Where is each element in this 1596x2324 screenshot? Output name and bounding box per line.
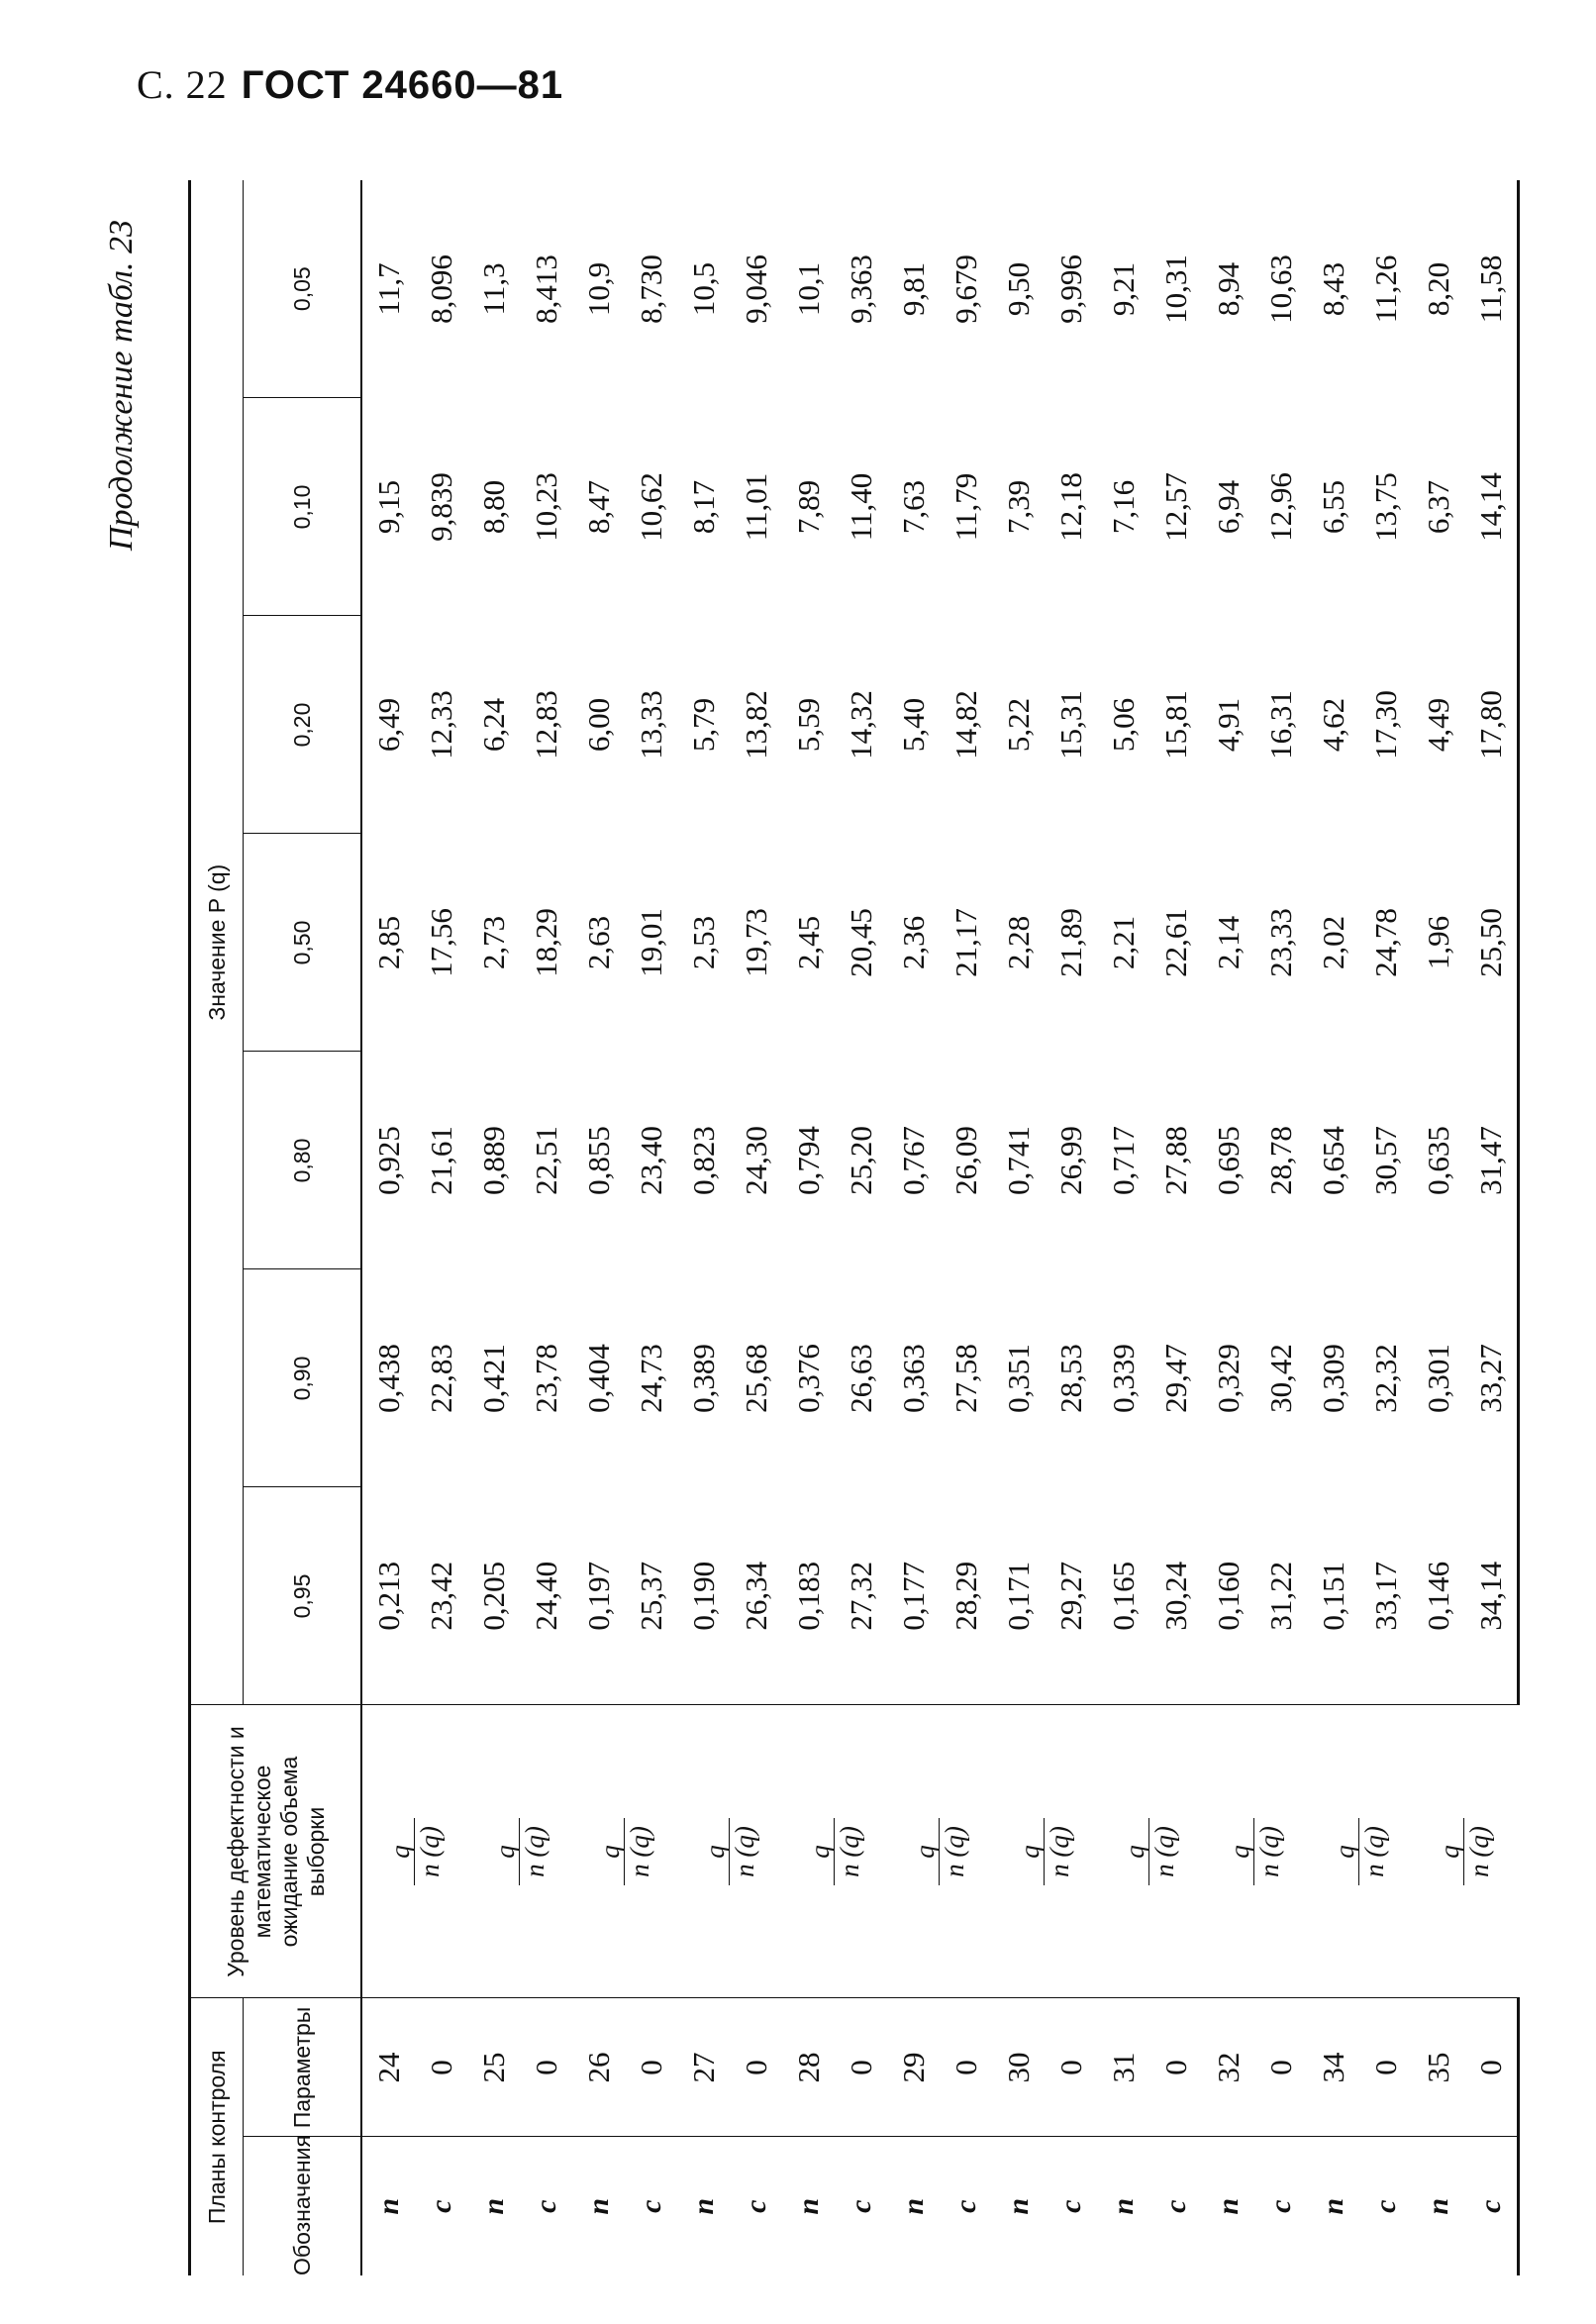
value-cell: 29,47 xyxy=(1157,1344,1193,1413)
value-cell: 33,27 xyxy=(1464,1269,1519,1487)
table-row xyxy=(992,180,1045,2275)
value-cell: 25,20 xyxy=(843,1126,878,1195)
value-cell: 2,45 xyxy=(790,915,826,970)
value-cell: 0,889 xyxy=(475,1126,511,1195)
value-cell: 5,40 xyxy=(895,697,931,753)
table-row xyxy=(1412,180,1464,2275)
fraction-denominator: n (q) xyxy=(624,1818,653,1885)
table-row xyxy=(467,180,520,2275)
level-fraction-cell xyxy=(1412,1705,1519,1998)
value-cell: 10,63 xyxy=(1262,254,1298,324)
value-cell: 0,823 xyxy=(685,1126,721,1195)
q-over-n-fraction xyxy=(699,1818,759,1885)
value-cell: 27,58 xyxy=(948,1344,983,1413)
value-cell: 12,96 xyxy=(1262,472,1298,542)
value-cell: 28,78 xyxy=(1262,1126,1298,1195)
parameter-cell: 29 xyxy=(887,1998,940,2137)
page-header xyxy=(137,61,563,108)
designation-cell: c xyxy=(625,2137,677,2275)
value-cell: 6,55 xyxy=(1315,479,1350,535)
value-cell: 23,40 xyxy=(633,1126,668,1195)
q-over-n-fraction xyxy=(804,1818,864,1885)
designation-cell: n xyxy=(572,2137,625,2275)
value-cell: 0,329 xyxy=(1210,1344,1246,1413)
value-cell: 19,73 xyxy=(738,908,773,977)
value-cell: 26,63 xyxy=(843,1344,878,1413)
value-cell: 15,81 xyxy=(1157,690,1193,759)
value-cell: 24,78 xyxy=(1367,908,1403,977)
col-designation: Обозначения xyxy=(244,2137,362,2275)
q-over-n-fraction xyxy=(1224,1818,1284,1885)
value-cell: 0,421 xyxy=(475,1344,511,1413)
designation-cell: c xyxy=(1045,2137,1097,2275)
value-cell: 4,91 xyxy=(1210,697,1246,753)
value-cell: 0,165 xyxy=(1105,1561,1141,1631)
standard-code: ГОСТ 24660—81 xyxy=(241,63,564,107)
parameter-cell: 0 xyxy=(1464,1998,1519,2137)
value-cell: 14,32 xyxy=(843,690,878,759)
value-cell: 0,855 xyxy=(580,1126,616,1195)
value-cell: 15,31 xyxy=(1052,690,1088,759)
value-cell: 8,80 xyxy=(475,479,511,535)
designation-cell: n xyxy=(992,2137,1045,2275)
value-cell: 11,3 xyxy=(475,262,511,316)
fraction-numerator: q xyxy=(699,1845,730,1859)
fraction-numerator: q xyxy=(804,1845,835,1859)
value-cell: 25,50 xyxy=(1464,834,1519,1052)
value-cell: 2,53 xyxy=(685,915,721,970)
value-cell: 11,58 xyxy=(1464,180,1519,398)
value-cell: 8,94 xyxy=(1210,261,1246,317)
fraction-denominator: n (q) xyxy=(1148,1818,1178,1885)
designation-cell: c xyxy=(730,2137,782,2275)
level-fraction-cell xyxy=(1097,1705,1202,1998)
value-cell: 12,83 xyxy=(528,690,563,759)
designation-cell: c xyxy=(1254,2137,1307,2275)
fraction-numerator: q xyxy=(594,1845,625,1859)
value-cell: 6,24 xyxy=(475,697,511,753)
value-cell: 2,85 xyxy=(370,915,406,970)
value-cell: 9,679 xyxy=(948,254,983,324)
fraction-numerator: q xyxy=(1329,1845,1359,1859)
fraction-denominator: n (q) xyxy=(1253,1818,1283,1885)
value-cell: 18,29 xyxy=(528,908,563,977)
value-cell: 29,27 xyxy=(1052,1561,1088,1631)
q-over-n-fraction xyxy=(1437,1818,1493,1885)
level-fraction-cell xyxy=(782,1705,887,1998)
value-cell: 16,31 xyxy=(1262,690,1298,759)
value-cell: 28,53 xyxy=(1052,1344,1088,1413)
value-cell: 8,17 xyxy=(685,479,721,535)
value-cell: 7,39 xyxy=(1000,479,1036,535)
col-parameters: Параметры xyxy=(244,1998,362,2137)
value-cell: 21,89 xyxy=(1052,908,1088,977)
col-p-value: 0,50 xyxy=(244,834,362,1052)
value-cell: 9,50 xyxy=(1000,261,1036,317)
value-cell: 26,09 xyxy=(948,1126,983,1195)
fraction-numerator: q xyxy=(1435,1845,1465,1859)
value-cell: 5,06 xyxy=(1105,697,1141,753)
value-cell: 11,79 xyxy=(948,472,983,542)
table-row xyxy=(782,180,835,2275)
value-cell: 22,51 xyxy=(528,1126,563,1195)
value-cell: 0,171 xyxy=(1000,1561,1036,1631)
rotated-page-content xyxy=(103,180,1508,2275)
designation-cell: c xyxy=(1359,2137,1412,2275)
value-cell: 33,17 xyxy=(1367,1561,1403,1631)
value-cell: 30,57 xyxy=(1367,1126,1403,1195)
value-cell: 0,438 xyxy=(370,1344,406,1413)
table-23 xyxy=(188,180,1520,2275)
value-cell: 2,73 xyxy=(475,915,511,970)
value-cell: 6,37 xyxy=(1420,479,1455,535)
value-cell: 19,01 xyxy=(633,908,668,977)
value-cell: 8,20 xyxy=(1420,261,1455,317)
designation-cell: n xyxy=(1202,2137,1254,2275)
value-cell: 9,363 xyxy=(843,254,878,324)
value-cell: 9,15 xyxy=(370,479,406,535)
q-over-n-fraction xyxy=(384,1818,445,1885)
value-cell: 24,73 xyxy=(633,1344,668,1413)
value-cell: 0,151 xyxy=(1315,1561,1350,1631)
value-cell: 12,18 xyxy=(1052,472,1088,542)
designation-cell: n xyxy=(782,2137,835,2275)
value-cell: 10,9 xyxy=(580,261,616,317)
col-group-value: Значение P (q) xyxy=(190,180,244,1705)
value-cell: 24,40 xyxy=(528,1561,563,1631)
designation-cell: n xyxy=(677,2137,730,2275)
value-cell: 31,47 xyxy=(1464,1052,1519,1269)
designation-cell: n xyxy=(1412,2137,1464,2275)
parameter-cell: 24 xyxy=(361,1998,415,2137)
value-cell: 17,80 xyxy=(1464,616,1519,834)
table-row xyxy=(1202,180,1254,2275)
value-cell: 6,49 xyxy=(370,697,406,753)
parameter-cell: 26 xyxy=(572,1998,625,2137)
value-cell: 27,32 xyxy=(843,1561,878,1631)
value-cell: 21,61 xyxy=(423,1126,458,1195)
value-cell: 22,83 xyxy=(423,1344,458,1413)
value-cell: 8,43 xyxy=(1315,261,1350,317)
value-cell: 0,213 xyxy=(370,1561,406,1631)
q-over-n-fraction xyxy=(489,1818,549,1885)
value-cell: 0,339 xyxy=(1105,1344,1141,1413)
value-cell: 11,01 xyxy=(738,472,773,542)
value-cell: 23,33 xyxy=(1262,908,1298,977)
value-cell: 0,146 xyxy=(1420,1561,1455,1631)
value-cell: 21,17 xyxy=(948,908,983,977)
value-cell: 5,79 xyxy=(685,697,721,753)
value-cell: 12,57 xyxy=(1157,472,1193,542)
value-cell: 17,56 xyxy=(423,908,458,977)
col-p-value: 0,05 xyxy=(288,266,315,312)
value-cell: 14,14 xyxy=(1464,398,1519,616)
value-cell: 26,34 xyxy=(738,1561,773,1631)
value-cell: 2,63 xyxy=(580,915,616,970)
value-cell: 10,62 xyxy=(633,472,668,542)
value-cell: 30,42 xyxy=(1262,1344,1298,1413)
q-over-n-fraction xyxy=(594,1818,654,1885)
fraction-denominator: n (q) xyxy=(1463,1818,1493,1885)
value-cell: 9,21 xyxy=(1105,261,1141,317)
value-cell: 25,37 xyxy=(633,1561,668,1631)
value-cell: 9,046 xyxy=(738,254,773,324)
level-fraction-cell xyxy=(887,1705,992,1998)
level-fraction-cell xyxy=(677,1705,782,1998)
q-over-n-fraction xyxy=(909,1818,969,1885)
value-cell: 0,301 xyxy=(1420,1344,1455,1413)
parameter-cell: 32 xyxy=(1202,1998,1254,2137)
fraction-denominator: n (q) xyxy=(834,1818,863,1885)
value-cell: 2,21 xyxy=(1105,915,1141,970)
value-cell: 12,33 xyxy=(423,690,458,759)
page-number: С. 22 xyxy=(137,62,228,107)
value-cell: 2,28 xyxy=(1000,915,1036,970)
value-cell: 7,89 xyxy=(790,479,826,535)
designation-cell: n xyxy=(1097,2137,1149,2275)
parameter-cell: 25 xyxy=(467,1998,520,2137)
designation-cell: c xyxy=(520,2137,572,2275)
value-cell: 22,61 xyxy=(1157,908,1193,977)
parameter-cell: 0 xyxy=(835,1998,887,2137)
value-cell: 4,49 xyxy=(1420,697,1455,753)
value-cell: 31,22 xyxy=(1262,1561,1298,1631)
designation-cell: n xyxy=(361,2137,415,2275)
parameter-cell: 31 xyxy=(1097,1998,1149,2137)
value-cell: 4,62 xyxy=(1315,697,1350,753)
value-cell: 1,96 xyxy=(1420,915,1455,970)
value-cell: 34,14 xyxy=(1464,1487,1519,1705)
col-p-value: 0,10 xyxy=(244,398,362,616)
value-cell: 27,88 xyxy=(1157,1126,1193,1195)
designation-cell: n xyxy=(1307,2137,1359,2275)
value-cell: 10,1 xyxy=(790,261,826,317)
designation-cell: c xyxy=(1149,2137,1202,2275)
parameter-cell: 35 xyxy=(1412,1998,1464,2137)
value-cell: 0,351 xyxy=(1000,1344,1036,1413)
value-cell: 0,635 xyxy=(1420,1126,1455,1195)
fraction-numerator: q xyxy=(909,1845,940,1859)
value-cell: 32,32 xyxy=(1367,1344,1403,1413)
parameter-cell: 0 xyxy=(625,1998,677,2137)
value-cell: 0,389 xyxy=(685,1344,721,1413)
parameter-cell: 30 xyxy=(992,1998,1045,2137)
value-cell: 11,40 xyxy=(843,472,878,542)
table-row xyxy=(361,180,415,2275)
level-fraction-cell xyxy=(361,1705,467,1998)
value-cell: 10,23 xyxy=(528,472,563,542)
fraction-denominator: n (q) xyxy=(939,1818,968,1885)
fraction-denominator: n (q) xyxy=(519,1818,549,1885)
continuation-label: Продолжение табл. 23 xyxy=(103,220,140,552)
value-cell: 9,81 xyxy=(895,261,931,317)
level-fraction-cell xyxy=(1307,1705,1412,1998)
value-cell: 13,33 xyxy=(633,690,668,759)
value-cell: 0,160 xyxy=(1210,1561,1246,1631)
value-cell: 2,02 xyxy=(1315,915,1350,970)
q-over-n-fraction xyxy=(1014,1818,1074,1885)
col-group-plans: Планы контроля xyxy=(190,1998,244,2275)
table-row xyxy=(1097,180,1149,2275)
fraction-numerator: q xyxy=(1224,1845,1254,1859)
value-cell: 0,794 xyxy=(790,1126,826,1195)
value-cell: 28,29 xyxy=(948,1561,983,1631)
col-level: Уровень дефектности и математическое ожидание объема выборки xyxy=(190,1705,362,1998)
designation-cell: c xyxy=(1464,2137,1519,2275)
designation-cell: c xyxy=(415,2137,467,2275)
table-body xyxy=(361,180,1519,2275)
value-cell: 0,190 xyxy=(685,1561,721,1631)
parameter-cell: 0 xyxy=(730,1998,782,2137)
table-row xyxy=(677,180,730,2275)
value-cell: 26,99 xyxy=(1052,1126,1088,1195)
fraction-denominator: n (q) xyxy=(414,1818,444,1885)
col-p-value: 0,90 xyxy=(244,1269,362,1487)
value-cell: 0,925 xyxy=(370,1126,406,1195)
value-cell: 13,82 xyxy=(738,690,773,759)
parameter-cell: 0 xyxy=(1254,1998,1307,2137)
parameter-cell: 0 xyxy=(940,1998,992,2137)
value-cell: 8,413 xyxy=(528,254,563,324)
designation-cell: n xyxy=(887,2137,940,2275)
value-cell: 8,096 xyxy=(423,254,458,324)
value-cell: 0,741 xyxy=(1000,1126,1036,1195)
value-cell: 7,63 xyxy=(895,479,931,535)
value-cell: 0,177 xyxy=(895,1561,931,1631)
value-cell: 5,59 xyxy=(790,697,826,753)
parameter-cell: 0 xyxy=(415,1998,467,2137)
value-cell: 0,717 xyxy=(1105,1126,1141,1195)
value-cell: 25,68 xyxy=(738,1344,773,1413)
value-cell: 0,695 xyxy=(1210,1126,1246,1195)
value-cell: 7,16 xyxy=(1105,479,1141,535)
designation-cell: n xyxy=(467,2137,520,2275)
value-cell: 0,654 xyxy=(1315,1126,1350,1195)
value-cell: 0,197 xyxy=(580,1561,616,1631)
q-over-n-fraction xyxy=(1329,1818,1389,1885)
q-over-n-fraction xyxy=(1119,1818,1179,1885)
fraction-numerator: q xyxy=(384,1845,415,1859)
value-cell: 11,7 xyxy=(370,262,406,316)
value-cell: 0,376 xyxy=(790,1344,826,1413)
parameter-cell: 0 xyxy=(520,1998,572,2137)
fraction-denominator: n (q) xyxy=(1044,1818,1073,1885)
col-p-value: 0,95 xyxy=(244,1487,362,1705)
value-cell: 0,183 xyxy=(790,1561,826,1631)
designation-cell: c xyxy=(940,2137,992,2275)
col-p-value: 0,20 xyxy=(244,616,362,834)
value-cell: 2,14 xyxy=(1210,915,1246,970)
value-cell: 11,26 xyxy=(1367,254,1403,324)
value-cell: 8,47 xyxy=(580,479,616,535)
parameter-cell: 27 xyxy=(677,1998,730,2137)
value-cell: 23,42 xyxy=(423,1561,458,1631)
value-cell: 10,31 xyxy=(1157,254,1193,324)
value-cell: 9,996 xyxy=(1052,254,1088,324)
table-row xyxy=(887,180,940,2275)
parameter-cell: 28 xyxy=(782,1998,835,2137)
table-row xyxy=(572,180,625,2275)
designation-cell: c xyxy=(835,2137,887,2275)
fraction-denominator: n (q) xyxy=(1358,1818,1388,1885)
value-cell: 24,30 xyxy=(738,1126,773,1195)
value-cell: 10,5 xyxy=(685,261,721,317)
value-cell: 13,75 xyxy=(1367,472,1403,542)
level-fraction-cell xyxy=(992,1705,1097,1998)
value-cell: 5,22 xyxy=(1000,697,1036,753)
value-cell: 0,205 xyxy=(475,1561,511,1631)
fraction-numerator: q xyxy=(1119,1845,1149,1859)
value-cell: 9,839 xyxy=(423,472,458,542)
parameter-cell: 0 xyxy=(1359,1998,1412,2137)
value-cell: 0,404 xyxy=(580,1344,616,1413)
value-cell: 23,78 xyxy=(528,1344,563,1413)
level-fraction-cell xyxy=(572,1705,677,1998)
value-cell: 30,24 xyxy=(1157,1561,1193,1631)
parameter-cell: 34 xyxy=(1307,1998,1359,2137)
value-cell: 17,30 xyxy=(1367,690,1403,759)
value-cell: 8,730 xyxy=(633,254,668,324)
parameter-cell: 0 xyxy=(1149,1998,1202,2137)
value-cell: 0,767 xyxy=(895,1126,931,1195)
level-fraction-cell xyxy=(467,1705,572,1998)
fraction-numerator: q xyxy=(489,1845,520,1859)
value-cell: 14,82 xyxy=(948,690,983,759)
value-cell: 6,94 xyxy=(1210,479,1246,535)
value-cell: 0,363 xyxy=(895,1344,931,1413)
value-cell: 0,309 xyxy=(1315,1344,1350,1413)
fraction-denominator: n (q) xyxy=(729,1818,758,1885)
value-cell: 2,36 xyxy=(895,915,931,970)
value-cell: 20,45 xyxy=(843,908,878,977)
parameter-cell: 0 xyxy=(1045,1998,1097,2137)
col-p-value: 0,80 xyxy=(244,1052,362,1269)
level-fraction-cell xyxy=(1202,1705,1307,1998)
value-cell: 6,00 xyxy=(580,697,616,753)
fraction-numerator: q xyxy=(1014,1845,1045,1859)
table-row xyxy=(1307,180,1359,2275)
